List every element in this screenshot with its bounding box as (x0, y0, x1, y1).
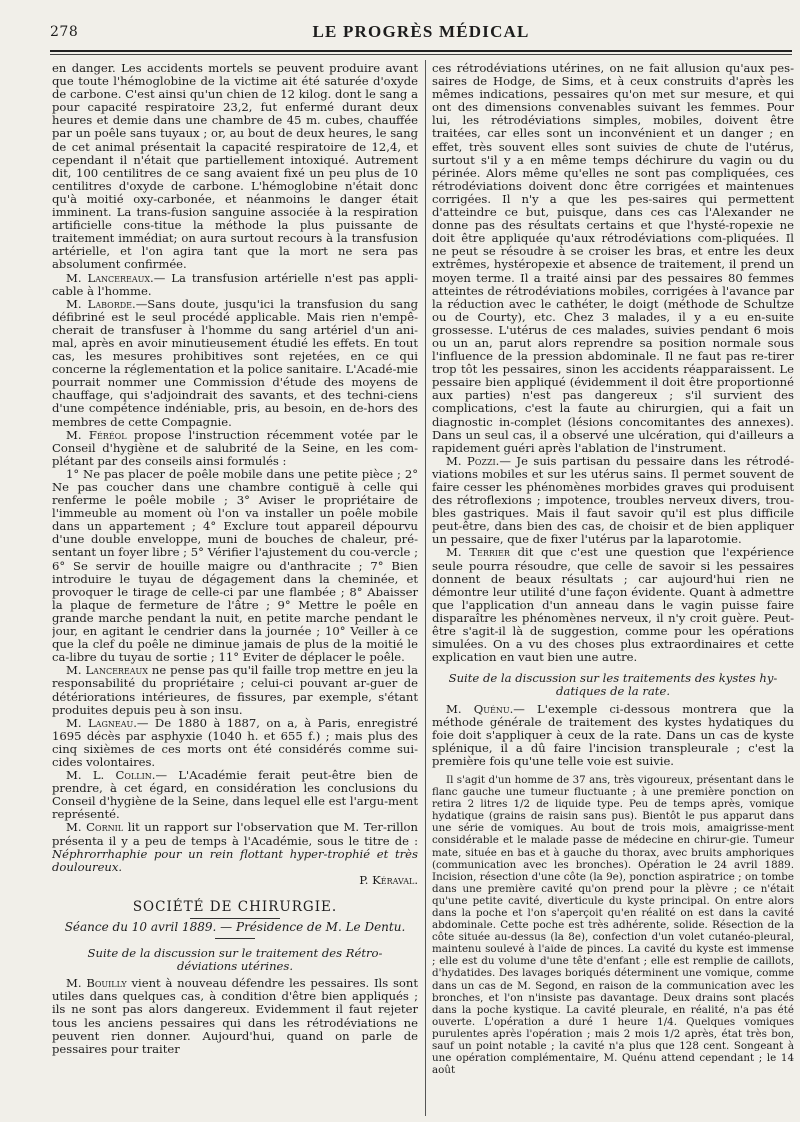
paragraph (432, 703, 794, 768)
paragraph (52, 272, 418, 298)
speaker-name: M. L. Collin. (66, 768, 156, 783)
speaker-name: M. Laborde. (66, 296, 136, 311)
paragraph-text: dit que c'est une question que l'expérience seule pourra résoudre, que celle de savoir si les pessaires donnent de beaux résultats ; car aujourd'hui rien ne démontre leur utilité d'une façon évidente. Quant à admettre que l'application d'un anneau dans le vagin puisse faire disparaître les phénomènes nerveux, il n'y croit guère. Peut-être s'agit-il là de suggestion, comme pour les opérations simulées. On a vu des choses plus extraordinaires et cette explication en vaut bien une autre. (432, 545, 794, 665)
speaker-name: M. Lancereaux (66, 663, 148, 678)
paragraph-text: ne pense pas qu'il faille trop mettre en jeu la responsabilité du propriétaire ; celui-ci pouvant ar-guer de détériorations intérieures, de fissures, par exemple, s'étant produites depuis peu à son insu. (52, 663, 418, 717)
paragraph: en danger. Les accidents mortels se peuvent produire avant que toute l'hémoglobine de la victime ait été saturée d'oxyde de carbone. C'est ainsi qu'un chien de 12 kilog. dont le sang a pour capacité respiratoire 23,2, fut enfermé durant deux heures et demie dans une chambre de 45 m. cubes, chauffée par un poêle sans tuyaux ; or, au bout de deux heures, le sang de cet animal présentait la capacité respiratoire de 12,4, et cependant il n'était que partiellement intoxiqué. Autrement dit, 100 centilitres de ce sang avaient fixé un peu plus de 10 centilitres d'oxyde de carbone. L'hémoglobine n'était donc qu'à moitié oxy-carbonée, et néanmoins le danger était imminent. La trans-fusion sanguine associée à la respiration artificielle cons-titue la méthode la plus puissante de traitement immédiat; on aura surtout recours à la transfusion artérielle, et l'on agira tant que la mort ne sera pas absolument confirmée. (52, 62, 418, 272)
paragraph-text: —Sans doute, jusqu'ici la transfusion du sang défibriné est le seul procédé applicable. Mais rien n'empê-cherait de transfuser à l'homme du sang artériel d'un ani-mal, après en avoir minutieusement étudié les effets. En tout cas, les mesures prohibitives sont rejetées, en ce qui concerne la réglementation et la police sanitaire. L'Acadé-mie pourrait nommer une Commission d'étude des moyens de chauffage, qui s'adjoindrait des savants, et des techni-ciens d'une compétence indéniable, pris, au besoin, en de-hors des membres de cette Compagnie. (52, 296, 418, 429)
paragraph-text: — La transfusion artérielle n'est pas appli-cable à l'homme. (52, 270, 418, 298)
paragraph (432, 546, 794, 664)
paragraph: 1° Ne pas placer de poêle mobile dans une petite pièce ; 2° Ne pas coucher dans une chambre contiguë à celle qui renferme le poêle mobile ; 3° Aviser le propriétaire de l'immeuble au moment où l'on va installer un poêle mobile dans un appartement ; 4° Exclure tout appareil dépourvu d'une double enveloppe, muni de bouches de chaleur, pré-sentant un foyer libre ; 5° Vérifier l'ajustement du cou-vercle ; 6° Se servir de houille maigre ou d'anthracite ; 7° Bien introduire le tuyau de dégagement dans la cheminée, et provoquer le tirage de celle-ci par une flambée ; 8° Abaisser la plaque de fermeture de l'âtre ; 9° Mettre le poêle en grande marche pendant la nuit, en petite marche pendant le jour, en agitant le cendrier dans la journée ; 10° Veiller à ce que la clef du poêle ne diminue jamais de plus de la moitié le ca-libre du tuyau de sortie ; 11° Eviter de déplacer le poêle. (52, 466, 418, 665)
paragraph-text: propose l'instruction récemment votée par le Conseil d'hygiène et de salubrité de la Seine, en les com-plétant par des conseils ainsi formulés : (52, 427, 418, 468)
paragraph-text: — Je suis partisan du pessaire dans les rétrodé-viations mobiles et sur les utérus sains. Il permet souvent de faire cesser les phénomènes morbides graves qui produisent des rétroflexions ; impotence, troubles nerveux divers, trou-bles gastriques. Mais il faut savoir qu'il est plus difficile peut-être, dans bien des cas, de choisir et de bien appliquer un pessaire, que de fixer l'utérus par la laparotomie. (432, 453, 794, 547)
paragraph-text: lit un rapport sur l'observation que M. Ter-rillon présenta il y a peu de temps à l'Académie, sous le titre de : (52, 820, 418, 848)
journal-title: LE PROGRÈS MÉDICAL (312, 22, 530, 41)
paragraph-text: — L'Académie ferait peut-être bien de prendre, à cet égard, en considération les conclusions du Conseil d'hygiène de la Seine, dans lequel elle est l'argu-ment représenté. (52, 768, 418, 822)
paragraph-text: — L'exemple ci-dessous montrera que la méthode générale de traitement des kystes hydatiques du foie doit s'appliquer à ceux de la rate. Dans un cas de kyste splénique, il a dû faire l'incision transpleurale ; c'est la première fois qu'une telle voie est suivie. (432, 701, 794, 768)
paragraph-text: — De 1880 à 1887, on a, à Paris, enregistré 1695 décès par asphyxie (1040 h. et 655 f.) ; mais plus des cinq sixièmes de ces morts ont été considérés comme sui-cides volontaires. (52, 715, 418, 769)
subheading: Suite de la discussion sur le traitement des Rétro-déviations utérines. (87, 946, 383, 974)
column-divider (425, 60, 426, 1116)
paragraph (52, 769, 418, 821)
speaker-name: M. Pozzi. (446, 453, 500, 468)
speaker-name: M. Lagneau. (66, 715, 137, 730)
right-column (432, 62, 794, 1114)
speaker-name: M. Féréol (66, 427, 127, 442)
article-title: Néphrorrhaphie pour un rein flottant hyper-trophié et très douloureux. (52, 846, 418, 874)
page-header (50, 20, 792, 46)
paragraph (432, 455, 794, 547)
paragraph (52, 977, 418, 1056)
paragraph (52, 717, 418, 769)
speaker-name: M. Lancereaux. (66, 270, 154, 285)
paragraph (52, 664, 418, 716)
paragraph: ces rétrodéviations utérines, on ne fait allusion qu'aux pes-saires de Hodge, de Sims, et à ceux construits d'après les mêmes indications, pessaires qu'on met sur mesure, et qui ont des dimensions convenables suivant les femmes. Pour lui, les rétrodéviations simples, mobiles, doivent être traitées, car elles sont un inconvénient et un danger ; en effet, très souvent elles sont suivies de chute de l'utérus, surtout s'il y a en même temps déchirure du vagin ou du périnée. Alors même qu'elles ne sont pas compliquées, ces rétrodéviations doivent donc être corrigées et maintenues corrigées. Il n'y a que les pes-saires qui permettent d'atteindre ce but, puisque, dans ces cas l'Alexander ne donne pas des résultats certains et que l'hysté-ropexie ne doit être appliquée qu'aux rétrodéviations com-pliquées. Il ne peut se résoudre à se croiser les bras, et entre les deux extrêmes, hystéropexie et absence de traitement, il prend un moyen terme. Il a traité ainsi par des pessaires 80 femmes atteintes de rétrodéviations mobiles, corrigées à l'avance par la réduction avec le cathéter, le doigt (méthode de Schultze ou de Courty), etc. Chez 3 malades, il y a eu en-suite grossesse. L'utérus de ces malades, suivies pendant 6 mois ou un an, parut alors reprendre sa position normale sous l'influence de la pression abdominale. Il ne faut pas re-tirer trop tôt les pessaires, sinon les accidents réapparaissent. Le pessaire bien appliqué (évidemment il doit être proportionné aux parties) n'est pas dangereux ; s'il survient des complications, c'est la faute au chirurgien, qui a fait un diagnostic in-complet (lésions concomitantes des annexes). Dans un seul cas, il a observé une ulcération, qui d'ailleurs a rapidement guéri après l'ablation de l'instrument. (432, 62, 794, 455)
paragraph (52, 821, 418, 873)
speaker-name: M. Terrier (446, 545, 510, 560)
speaker-name: M. Quénu. (446, 701, 514, 716)
speaker-name: M. Bouilly (66, 976, 127, 991)
section-rule (190, 918, 280, 919)
short-rule (215, 938, 255, 939)
session-line: Séance du 10 avril 1889. — Présidence de M. Le Dentu. (64, 920, 406, 934)
case-report: Il s'agit d'un homme de 37 ans, très vigoureux, présentant dans le flanc gauche une tumeur fluctuante ; à une première ponction on retira 2 litres 1/2 de liquide type. Peu de temps après, vomique hydatique (grains de raisin sans pus). Bientôt le pus apparut dans une série de vomiques. Au bout de trois mois, amaigrisse-ment considérable et le malade passe de médecine en chirur-gie. Tumeur mate, située en bas et à gauche du thorax, avec bruits amphoriques (communication avec les bronches). Opération le 24 avril 1889. Incision, résection d'une côte (la 9e), ponction aspiratrice ; on tombe dans une première cavité qu'on prend pour la plèvre ; ce n'était qu'une petite cavité, diverticule du kyste principal. On entre alors dans la poche et l'on s'aperçoit qu'en réalité on est dans la cavité abdominale. Cette poche est très adhérente, solide. Résection de la côte située au-dessus (la 8e), confection d'un volet cutanéo-pleural, maintenu soulevé à l'aide de pinces. La cavité du kyste est immense ; elle est du volume d'une tête d'enfant ; elle est remplie de caillots, d'hydatides. Des lavages boriqués déterminent une vomique, comme dans un cas de M. Segond, en raison de la communication avec les bronches, et l'on n'insiste pas davantage. Deux drains sont placés dans la poche kystique. La cavité pleurale, en réalité, n'a pas été ouverte. L'opération a duré 1 heure 1/4. Quelques vomiques purulentes après l'opération ; mais 2 mois 1/2 après, état très bon, sauf un point notable ; la cavité n'a plus que 128 cent. Songeant à une opération complémentaire, M. Quénu attend cependant ; le 14 août (432, 773, 794, 1077)
paragraph-text: vient à nouveau défendre les pessaires. Ils sont utiles dans quelques cas, à condition d'être bien appliqués ; ils ne sont pas alors dangereux. Evidemment il faut rejeter tous les anciens pessaires qui dans les rétrodéviations ne peuvent rien donner. Aujourd'hui, quand on parle de pessaires pour traiter (52, 976, 418, 1056)
author-signature: P. Kéraval. (359, 872, 418, 887)
page-number: 278 (50, 24, 79, 40)
header-rule (50, 50, 792, 55)
subheading: Suite de la discussion sur les traitements des kystes hy-datiques de la rate. (448, 671, 778, 699)
section-title: SOCIÉTÉ DE CHIRURGIE. (132, 898, 338, 915)
paragraph (52, 298, 418, 429)
left-column (52, 62, 418, 1114)
speaker-name: M. Cornil (66, 820, 124, 835)
paragraph (52, 429, 418, 468)
